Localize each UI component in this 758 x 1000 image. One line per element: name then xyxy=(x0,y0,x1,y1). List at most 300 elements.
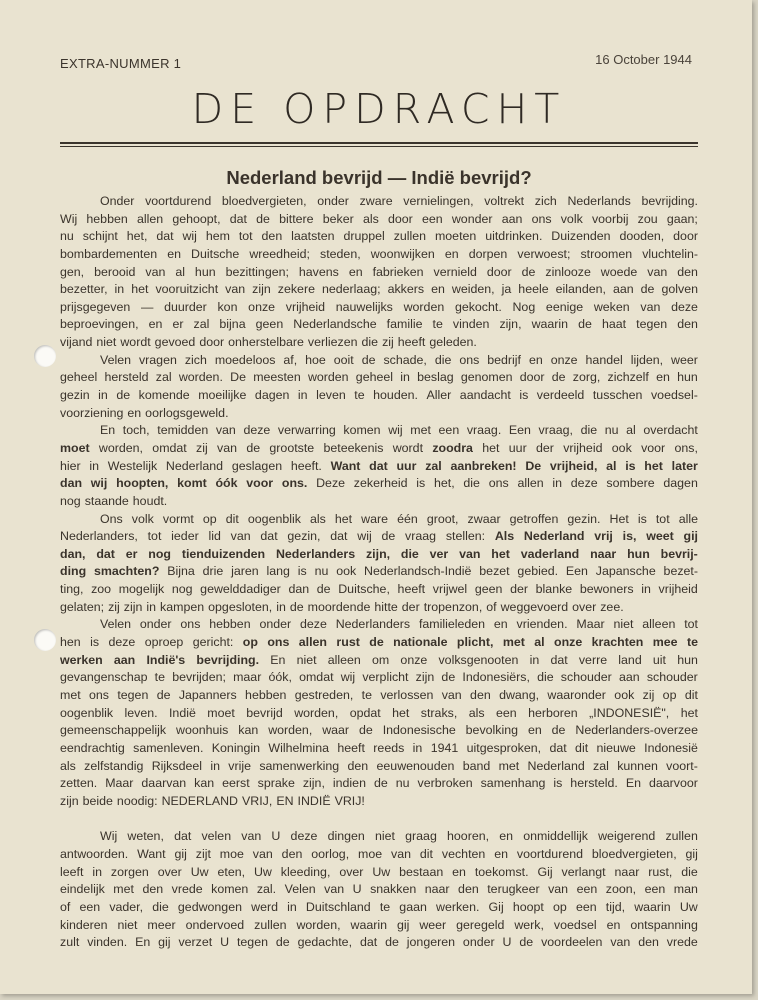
word: zijn, xyxy=(302,776,325,791)
word: geheel xyxy=(355,370,394,385)
word: zal. xyxy=(256,882,277,897)
word: de xyxy=(289,599,304,614)
word: vraag xyxy=(405,529,437,544)
word: zult xyxy=(60,935,80,950)
word: tot xyxy=(147,529,162,544)
word: nieuwe xyxy=(596,740,636,755)
word: Velen xyxy=(284,882,316,897)
word: het, xyxy=(126,229,148,244)
word: toekomst. xyxy=(474,864,529,879)
word: verwarring xyxy=(277,423,336,438)
word: prijsgegeven xyxy=(60,299,131,314)
text-line xyxy=(60,387,698,405)
word: bloedvergieten, xyxy=(221,194,307,208)
word: volksgenooten xyxy=(438,652,519,667)
text-line xyxy=(60,669,698,687)
word: ons xyxy=(531,211,552,226)
word: handel xyxy=(585,352,623,367)
emphasized-word: allen xyxy=(298,635,328,650)
word: hitte xyxy=(374,599,398,614)
word: weggevoerd xyxy=(500,599,569,614)
issue-date: 16 October 1944 xyxy=(595,52,692,67)
word: de xyxy=(358,723,373,738)
word: Uw xyxy=(679,899,698,914)
word: daarvoor xyxy=(648,776,698,791)
word: hun xyxy=(677,652,698,667)
word: zorg, xyxy=(572,370,601,385)
word: voort- xyxy=(666,758,698,773)
word: VRIJ! xyxy=(334,793,365,808)
word: kon xyxy=(217,299,238,314)
word: met xyxy=(410,423,431,438)
word: leven xyxy=(316,388,346,403)
word: eten, xyxy=(217,864,246,879)
text-line xyxy=(60,881,698,899)
word: eilanden, xyxy=(555,282,606,297)
word: werd xyxy=(251,899,278,914)
word: schouder xyxy=(646,670,698,685)
emphasized-word: ding xyxy=(60,564,87,579)
word: havens xyxy=(298,264,339,279)
word: of xyxy=(486,599,497,614)
word: tegen xyxy=(117,687,149,702)
text-line xyxy=(60,581,698,599)
word: dat xyxy=(156,229,174,244)
word: in xyxy=(297,388,308,403)
word: kinderen xyxy=(60,917,108,932)
word: oorlog, xyxy=(311,847,350,862)
word: weiden, xyxy=(451,282,495,297)
word: gemeenschappelijk xyxy=(60,723,167,738)
word: aan xyxy=(501,211,523,226)
emphasized-word: Indië's xyxy=(146,652,186,667)
word: voorbij xyxy=(591,211,629,226)
word: der xyxy=(401,599,420,614)
word: vraag. xyxy=(466,423,502,438)
word: of xyxy=(60,899,71,914)
word: leven. xyxy=(124,705,158,720)
word: voorziening xyxy=(60,405,124,420)
word: en xyxy=(452,864,466,879)
word: hen xyxy=(60,635,81,650)
word: in xyxy=(287,899,297,914)
word: gij xyxy=(685,847,698,862)
word: in xyxy=(89,458,100,473)
word: hoe xyxy=(305,352,326,367)
word: voor xyxy=(641,440,666,455)
word: waarin xyxy=(531,317,569,332)
word: dat xyxy=(260,529,278,544)
text-line xyxy=(60,228,698,246)
word: houdt. xyxy=(132,493,168,508)
emphasized-word: tienduizenden xyxy=(181,546,266,561)
word: den xyxy=(347,758,369,773)
word: en xyxy=(167,246,181,261)
word: van xyxy=(324,882,345,897)
word: dat xyxy=(549,740,567,755)
text-line xyxy=(60,405,698,423)
word: nu xyxy=(604,423,619,438)
word: tot xyxy=(684,617,698,632)
paragraph xyxy=(60,828,698,951)
word: het xyxy=(392,705,410,720)
word: zijn, xyxy=(499,317,522,332)
word: Nederlanders-overzee xyxy=(575,723,698,738)
word: vinden xyxy=(452,317,490,332)
word: eerst xyxy=(222,776,250,791)
word: dat xyxy=(550,652,568,667)
word: fabrieken xyxy=(372,264,424,279)
word: 1941 xyxy=(430,740,459,755)
word: in xyxy=(276,599,286,614)
word: eenige xyxy=(545,299,584,314)
emphasized-word: er xyxy=(125,546,138,561)
emphasized-word: nationale xyxy=(393,635,448,650)
word: oorlogsgeweld. xyxy=(145,405,229,420)
word: nederlaag; xyxy=(321,282,381,297)
word: ondervoed xyxy=(185,917,245,932)
word: tijd, xyxy=(605,899,626,914)
word: alleen xyxy=(642,617,676,632)
word: moe xyxy=(358,847,383,862)
text-line xyxy=(60,793,698,811)
article-headline: Nederland bevrijd — Indië bevrijd? xyxy=(226,167,532,188)
word: die xyxy=(152,899,169,914)
word: NEDERLAND xyxy=(161,793,239,808)
word: de xyxy=(275,935,290,950)
word: het xyxy=(131,282,149,297)
emphasized-word: nog xyxy=(148,546,171,561)
word: nu xyxy=(60,229,74,244)
word: De xyxy=(230,370,246,385)
word: bezetter, xyxy=(60,282,108,297)
word: zullen xyxy=(665,829,698,844)
word: oproep xyxy=(144,635,184,650)
word: omdat xyxy=(152,440,187,455)
word: af, xyxy=(283,352,298,367)
word: onze xyxy=(550,352,578,367)
emphasized-word: plicht, xyxy=(456,635,494,650)
emphasized-word: op xyxy=(242,635,258,650)
word: den xyxy=(470,687,491,702)
word: vluchtelin- xyxy=(642,246,698,261)
text-line xyxy=(60,193,698,211)
text-line xyxy=(60,352,698,370)
word: gehoopt, xyxy=(172,211,221,226)
emphasized-word: van xyxy=(459,546,481,561)
word: zoo xyxy=(91,582,112,597)
word: den xyxy=(458,882,479,897)
word: wordt xyxy=(392,440,424,455)
text-line xyxy=(60,722,698,740)
word: aan xyxy=(612,282,634,297)
word: en xyxy=(431,282,445,297)
word: heeft xyxy=(397,335,426,350)
word: hooren, xyxy=(447,829,490,844)
word: Duizenden xyxy=(551,229,611,244)
word: werken. xyxy=(436,899,480,914)
word: heeft xyxy=(337,740,365,755)
word: zou xyxy=(637,211,658,226)
emphasized-word: Als xyxy=(494,529,515,544)
word: in xyxy=(146,599,157,614)
word: zijt xyxy=(195,847,211,862)
word: te xyxy=(432,317,443,332)
word: U xyxy=(352,882,362,897)
word: moet xyxy=(207,705,235,720)
word: bedrijf xyxy=(487,352,521,367)
word: onherstelbare xyxy=(228,335,304,350)
word: Maar xyxy=(105,776,134,791)
emphasized-word: het xyxy=(644,458,663,473)
word: druppel xyxy=(343,229,385,244)
word: weigerend xyxy=(598,829,656,844)
word: in xyxy=(529,652,540,667)
word: de xyxy=(578,317,592,332)
word: den xyxy=(677,264,698,279)
word: zal xyxy=(593,758,609,773)
emphasized-word: die xyxy=(400,546,419,561)
word: samenhang xyxy=(480,776,546,791)
word: moeten xyxy=(434,229,477,244)
word: verdeeld xyxy=(536,388,585,403)
word: van xyxy=(640,299,661,314)
word: één xyxy=(397,511,418,526)
word: moordende xyxy=(307,599,371,614)
word: noodig: xyxy=(116,793,158,808)
masthead-rule xyxy=(60,142,698,144)
word: ook xyxy=(611,440,632,455)
word: geen xyxy=(255,317,284,332)
emphasized-word: vaderland xyxy=(520,546,580,561)
word: gezin xyxy=(60,388,90,403)
word: is xyxy=(519,388,529,403)
word: tusschen xyxy=(592,388,643,403)
word: straks, xyxy=(420,705,458,720)
word: de xyxy=(441,670,456,685)
word: moeilijke xyxy=(198,388,247,403)
word: den xyxy=(281,847,303,862)
word: en xyxy=(493,617,508,632)
word: Indonesië xyxy=(644,740,698,755)
word: die xyxy=(361,335,379,350)
word: deze xyxy=(290,829,318,844)
word: allen xyxy=(136,211,164,226)
emphasized-word: Nederland xyxy=(523,529,585,544)
emphasized-word: ons. xyxy=(281,476,308,491)
word: vooruitzicht xyxy=(155,282,219,297)
word: wreedheid; xyxy=(249,246,310,261)
word: vrijheid xyxy=(285,299,326,314)
emphasized-word: krachten xyxy=(591,635,644,650)
text-line xyxy=(60,775,698,793)
text-line xyxy=(60,917,698,935)
word: — xyxy=(140,299,154,314)
word: sombere xyxy=(606,476,655,491)
emphasized-word: later xyxy=(671,458,698,473)
word: „INDONESIË", xyxy=(589,705,670,720)
word: in xyxy=(412,740,423,755)
paragraph xyxy=(60,422,698,510)
text-line xyxy=(60,299,698,317)
word: en xyxy=(348,264,363,279)
word: tot xyxy=(238,229,253,244)
emphasized-word: ons xyxy=(267,635,290,650)
word: ook xyxy=(336,564,357,579)
word: van xyxy=(391,847,412,862)
word: Wij xyxy=(100,829,118,844)
word: vijand xyxy=(60,335,93,350)
word: dit xyxy=(575,740,589,755)
word: bezet- xyxy=(663,564,698,579)
word: nu xyxy=(395,776,410,791)
word: gedwongen xyxy=(177,899,242,914)
word: dorpen xyxy=(468,246,508,261)
word: dat xyxy=(330,529,348,544)
word: het xyxy=(334,511,353,526)
word: die xyxy=(681,864,698,879)
word: is xyxy=(416,476,426,491)
word: ontspanning xyxy=(630,917,698,932)
word: dat xyxy=(359,935,378,950)
word: Uw xyxy=(253,864,272,879)
word: en xyxy=(127,405,142,420)
word: van xyxy=(647,264,668,279)
word: verlossen xyxy=(380,687,434,702)
word: beslag xyxy=(417,370,454,385)
word: beide xyxy=(82,793,113,808)
word: de xyxy=(116,388,131,403)
word: alle xyxy=(678,511,698,526)
word: toch, xyxy=(122,423,150,438)
word: gekocht. xyxy=(454,299,502,314)
word: al xyxy=(626,423,636,438)
word: duurder xyxy=(164,299,207,314)
emphasized-word: Nederlanders xyxy=(275,546,356,561)
word: vormt xyxy=(162,511,194,526)
word: in xyxy=(210,758,220,773)
word: dit xyxy=(684,687,698,702)
word: bewoners xyxy=(579,582,634,597)
word: verwoest; xyxy=(517,246,571,261)
word: verlangt xyxy=(561,864,606,879)
word: zullen xyxy=(393,229,427,244)
word: indien xyxy=(332,776,366,791)
word: in xyxy=(400,370,410,385)
word: door xyxy=(486,264,512,279)
word: Japansche xyxy=(595,564,656,579)
word: beker xyxy=(322,211,354,226)
word: Indonesiërs, xyxy=(462,670,530,685)
emphasized-word: voor xyxy=(246,476,274,491)
word: deze xyxy=(243,423,271,438)
word: grootste xyxy=(269,440,315,455)
word: opgesloten, xyxy=(208,599,273,614)
word: woonwijken xyxy=(370,246,435,261)
word: als xyxy=(362,211,379,226)
text-line xyxy=(60,511,698,529)
word: ons, xyxy=(674,440,698,455)
emphasized-word: mee xyxy=(652,635,678,650)
word: vrede xyxy=(171,882,203,897)
emphasized-word: rust xyxy=(336,635,360,650)
emphasized-word: weet xyxy=(646,529,674,544)
word: velen xyxy=(201,829,232,844)
word: zoon, xyxy=(605,882,637,897)
word: voltrekt xyxy=(484,194,525,208)
word: Maar xyxy=(576,617,605,632)
word: sprake xyxy=(257,776,295,791)
word: zij xyxy=(642,687,655,702)
word: gevoed xyxy=(154,335,196,350)
word: die xyxy=(580,423,598,438)
word: voedsel xyxy=(553,917,597,932)
word: alleen xyxy=(327,652,361,667)
word: zullen xyxy=(254,917,287,932)
word: het xyxy=(680,705,698,720)
word: den xyxy=(638,935,659,950)
word: voedsel- xyxy=(650,388,698,403)
word: van xyxy=(215,423,236,438)
text-line xyxy=(60,316,698,334)
word: familieleden xyxy=(418,617,486,632)
word: Gij xyxy=(537,864,553,879)
word: ieder xyxy=(171,529,199,544)
word: weken xyxy=(593,299,630,314)
word: wij xyxy=(357,529,372,544)
word: naar xyxy=(614,864,640,879)
word: tot xyxy=(655,511,670,526)
emphasized-word: dan, xyxy=(60,546,86,561)
word: komen xyxy=(211,882,249,897)
word: geen xyxy=(474,582,503,597)
word: naar xyxy=(424,882,450,897)
word: weten, xyxy=(127,829,164,844)
word: En xyxy=(135,935,151,950)
word: ooit xyxy=(333,352,354,367)
text-line xyxy=(60,493,698,511)
word: dan xyxy=(288,582,310,597)
word: van xyxy=(145,264,166,279)
word: over xyxy=(339,864,364,879)
emphasized-word: dan xyxy=(60,476,83,491)
word: uitgesproken, xyxy=(466,740,542,755)
word: antwoorden. xyxy=(60,847,129,862)
word: onder xyxy=(139,617,172,632)
word: onder xyxy=(259,617,292,632)
word: maar xyxy=(233,670,262,685)
emphasized-word: uur xyxy=(396,458,417,473)
word: waarin xyxy=(634,899,671,914)
word: met xyxy=(498,758,520,773)
word: dat xyxy=(229,211,247,226)
word: te xyxy=(154,670,166,685)
text-line xyxy=(60,458,698,476)
emphasized-word: al xyxy=(606,458,617,473)
word: hoopt xyxy=(512,899,544,914)
word: in xyxy=(92,864,102,879)
word: ons xyxy=(180,617,201,632)
masthead-title: DE OPDRACHT xyxy=(191,85,567,133)
word: kunnen xyxy=(617,758,658,773)
word: niet xyxy=(296,652,317,667)
word: en xyxy=(148,317,163,332)
word: en xyxy=(528,352,543,367)
word: om xyxy=(372,652,390,667)
word: kan xyxy=(194,776,215,791)
word: Nederlanders xyxy=(335,617,411,632)
word: Uw xyxy=(190,864,209,879)
